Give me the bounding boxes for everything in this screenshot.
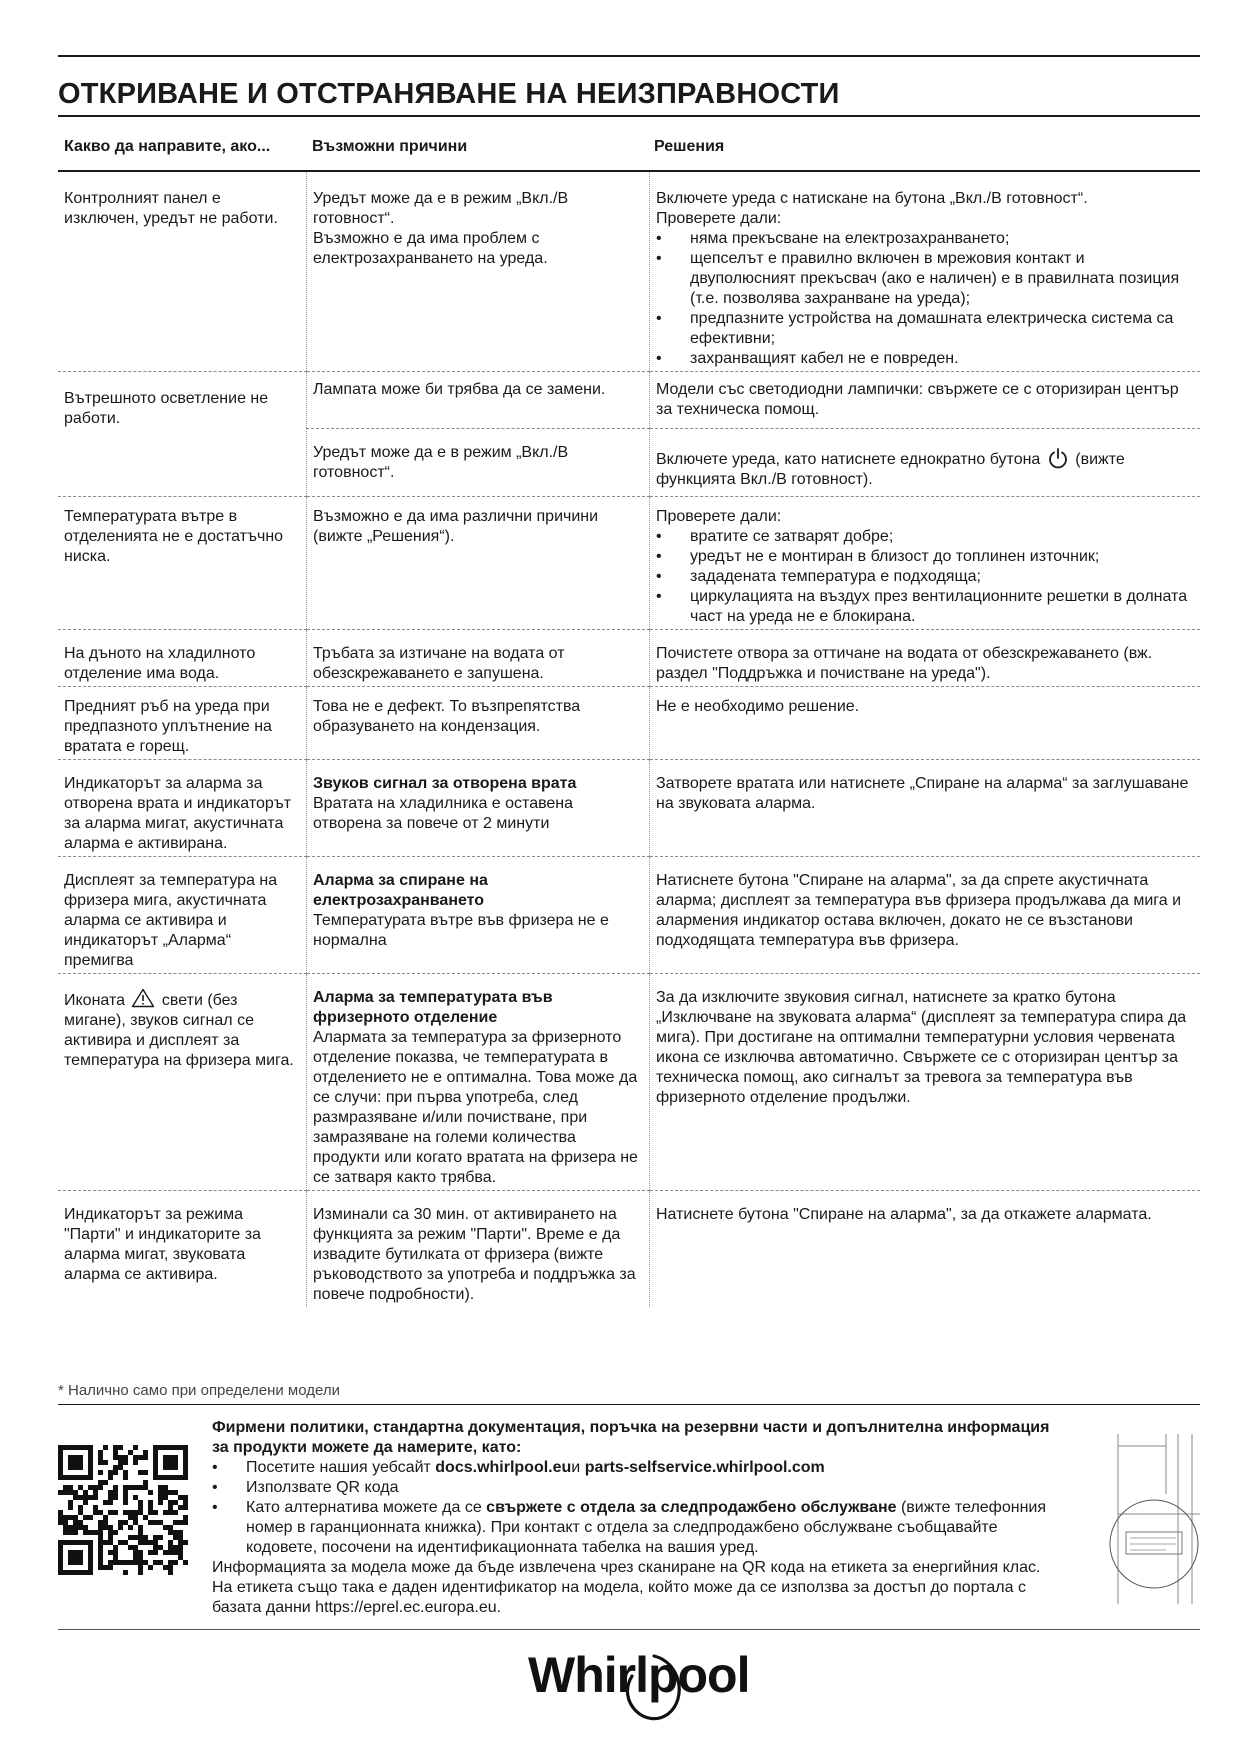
table-row <box>58 974 1200 1191</box>
cause-cell: Това не е дефект. То възпрепятства образуването на кондензация. <box>307 687 650 760</box>
rating-label-illustration <box>1106 1434 1200 1604</box>
solution-cell: Натиснете бутона "Спиране на аларма", за да спрете акустичната аларма; дисплеят за температура във фризера продължава да мига и алармения индикатор остава включен, докато не се възстанови подходящата температура във фризера. <box>650 857 1201 974</box>
cause-text: Температурата вътре във фризера не е нормална <box>313 912 609 949</box>
cause-cell: Тръбата за изтичане на водата от обезскрежаването е запушена. <box>307 630 650 687</box>
solution-cell <box>650 172 1201 372</box>
page-title: ОТКРИВАНЕ И ОТСТРАНЯВАНЕ НА НЕИЗПРАВНОСТИ <box>58 78 840 110</box>
table-row <box>58 760 1200 857</box>
column-header-solution: Решения <box>654 138 725 155</box>
solution-text: (вижте функцията Вкл./В готовност). <box>656 451 1125 488</box>
solution-cell: Не е необходимо решение. <box>650 687 1201 760</box>
list-item: • вратите се затварят добре; <box>656 527 1194 547</box>
list-item: • няма прекъсване на електрозахранването; <box>656 229 1194 249</box>
qr-code-icon[interactable] <box>58 1445 188 1575</box>
info-heading: Фирмени политики, стандартна документация, поръчка на резервни части и допълнителна информация за продукти можете да намерите, като: <box>212 1419 1050 1456</box>
list-item: • циркулацията на въздух през вентилационните решетки в долната част на уреда не е блокирана. <box>656 587 1194 627</box>
whirlpool-logo: Whirlpool <box>528 1647 750 1703</box>
table-header <box>58 138 1200 170</box>
problem-cell: Вътрешното осветление не работи. <box>58 372 307 497</box>
cause-cell: Уредът може да е в режим „Вкл./В готовност“. <box>307 429 650 497</box>
problem-cell: Индикаторът за режима "Парти" и индикаторите за аларма мигат, звуковата аларма се активира. <box>58 1191 307 1308</box>
cause-cell <box>307 857 650 974</box>
cause-heading: Звуков сигнал за отворена врата <box>313 775 577 792</box>
table-row <box>58 172 1200 372</box>
info-paragraph: Информацията за модела може да бъде извлечена чрез сканиране на QR кода на етикета за енергийния клас. На етикета също така е даден идентификатор на модела, който може да се използва за достъп до портала с базата данни https://eprel.ec.europa.eu. <box>212 1559 1041 1616</box>
cause-heading: Аларма за температурата във фризерното отделение <box>313 989 553 1026</box>
cause-cell <box>307 974 650 1191</box>
table-row <box>58 687 1200 760</box>
problem-text: свети (без мигане), звуков сигнал се активира и дисплеят за температура на фризера мига. <box>64 992 294 1069</box>
cause-cell: Изминали са 30 мин. от активирането на функцията за режим "Парти". Време е да извадите бутилката от фризера (вижте ръководството за употреба и поддръжка за повече подробности). <box>307 1191 650 1308</box>
cause-text: Вратата на хладилника е оставена отворена за повече от 2 минути <box>313 795 574 832</box>
solution-cell: Модели със светодиодни лампички: свържете се с оторизиран център за техническа помощ. <box>650 372 1201 429</box>
solution-cell <box>650 429 1201 497</box>
solution-text: Проверете дали: <box>656 210 782 227</box>
cause-text: Алармата за температура за фризерното отделение показва, че температурата в отделението не е оптимална. Това може да се случи: при първа употреба, след размразяване и/или почистване, при замразяване на големи количества продукти или когато вратата на фризера не се затваря както трябва. <box>313 1029 638 1186</box>
footer-rule <box>58 1629 1200 1630</box>
title-rule <box>58 115 1200 117</box>
cause-text: Уредът може да е в режим „Вкл./В готовност“. <box>313 190 569 227</box>
solution-text: Проверете дали: <box>656 508 782 525</box>
footnote: * Налично само при определени модели <box>58 1382 340 1399</box>
list-item: • захранващият кабел не е повреден. <box>656 349 1194 369</box>
cause-cell: Лампата може би трябва да се замени. <box>307 372 650 429</box>
table-row <box>58 497 1200 630</box>
footer-rule <box>58 1404 1200 1405</box>
problem-cell <box>58 974 307 1191</box>
problem-cell: Индикаторът за аларма за отворена врата и индикаторът за аларма мигат, акустичната аларма е активирана. <box>58 760 307 857</box>
list-item: • предпазните устройства на домашната електрическа система са ефективни; <box>656 309 1194 349</box>
logo-swirl-icon <box>606 1632 706 1732</box>
troubleshooting-table <box>58 172 1200 1307</box>
table-row <box>58 630 1200 687</box>
column-header-cause: Възможни причини <box>312 138 468 155</box>
info-list <box>212 1458 1052 1558</box>
list-item: • щепселът е правилно включен в мрежовия контакт и двуполюсният прекъсвач (ако е наличен) е в правилната позиция (т.е. позволява захранване на уреда); <box>656 249 1194 309</box>
power-icon <box>1047 447 1069 469</box>
solution-text: Включете уреда, като натиснете еднократно бутона <box>656 451 1041 468</box>
warning-triangle-icon <box>131 988 155 1008</box>
solution-cell <box>650 497 1201 630</box>
solution-text: Включете уреда с натискане на бутона „Вкл./В готовност“. <box>656 190 1088 207</box>
column-header-problem: Какво да направите, ако... <box>64 138 271 155</box>
problem-cell: На дъното на хладилното отделение има вода. <box>58 630 307 687</box>
solution-cell: Почистете отвора за оттичане на водата от обезскрежаването (вж. раздел "Поддръжка и почистване на уреда"). <box>650 630 1201 687</box>
problem-cell: Температурата вътре в отделенията не е достатъчно ниска. <box>58 497 307 630</box>
problem-text: Иконата <box>64 992 126 1009</box>
parts-link[interactable]: parts-selfservice.whirlpool.com <box>584 1459 825 1476</box>
check-list <box>656 229 1194 369</box>
solution-cell: Затворете вратата или натиснете „Спиране на аларма“ за заглушаване на звуковата аларма. <box>650 760 1201 857</box>
cause-text: Възможно е да има проблем с електрозахранването на уреда. <box>313 230 548 267</box>
list-item: • уредът не е монтиран в близост до топлинен източник; <box>656 547 1194 567</box>
docs-link[interactable]: docs.whirlpool.eu <box>435 1459 572 1476</box>
cause-cell <box>307 760 650 857</box>
table-row <box>58 1191 1200 1308</box>
list-item: • Като алтернатива можете да се свържете с отдела за следпродажбено обслужване (вижте телефонния номер в гаранционната книжка). При контакт с отдела за следпродажбено обслужване съобщавайте кодовете, посочени на идентификационната табелка на вашия уред. <box>212 1498 1052 1558</box>
list-item: • Използвате QR кода <box>212 1478 1052 1498</box>
table-row <box>58 857 1200 974</box>
list-item: • зададената температура е подходяща; <box>656 567 1194 587</box>
problem-cell: Контролният панел е изключен, уредът не работи. <box>58 172 307 372</box>
cause-cell: Възможно е да има различни причини (вижте „Решения“). <box>307 497 650 630</box>
list-item: • Посетите нашия уебсайт docs.whirlpool.euи parts-selfservice.whirlpool.com <box>212 1458 1052 1478</box>
problem-cell: Дисплеят за температура на фризера мига, акустичната аларма се активира и индикаторът „Аларма“ премигва <box>58 857 307 974</box>
cause-heading: Аларма за спиране на електрозахранването <box>313 872 488 909</box>
cause-cell <box>307 172 650 372</box>
problem-cell: Предният ръб на уреда при предпазното уплътнение на вратата е горещ. <box>58 687 307 760</box>
solution-cell: Натиснете бутона "Спиране на аларма", за да откажете алармата. <box>656 1206 1152 1223</box>
info-block <box>212 1418 1052 1618</box>
check-list <box>656 527 1194 627</box>
top-rule <box>58 55 1200 57</box>
table-row <box>58 372 1200 429</box>
solution-cell: За да изключите звуковия сигнал, натиснете за кратко бутона „Изключване на звуковата аларма“ (дисплеят за температура спира да мига). При достигане на оптимални температурни условия червената икона се изключва автоматично. Свържете се с оторизиран център за техническа помощ, ако сигналът за тревога за температура във фризерното отделение продължи. <box>650 974 1201 1191</box>
